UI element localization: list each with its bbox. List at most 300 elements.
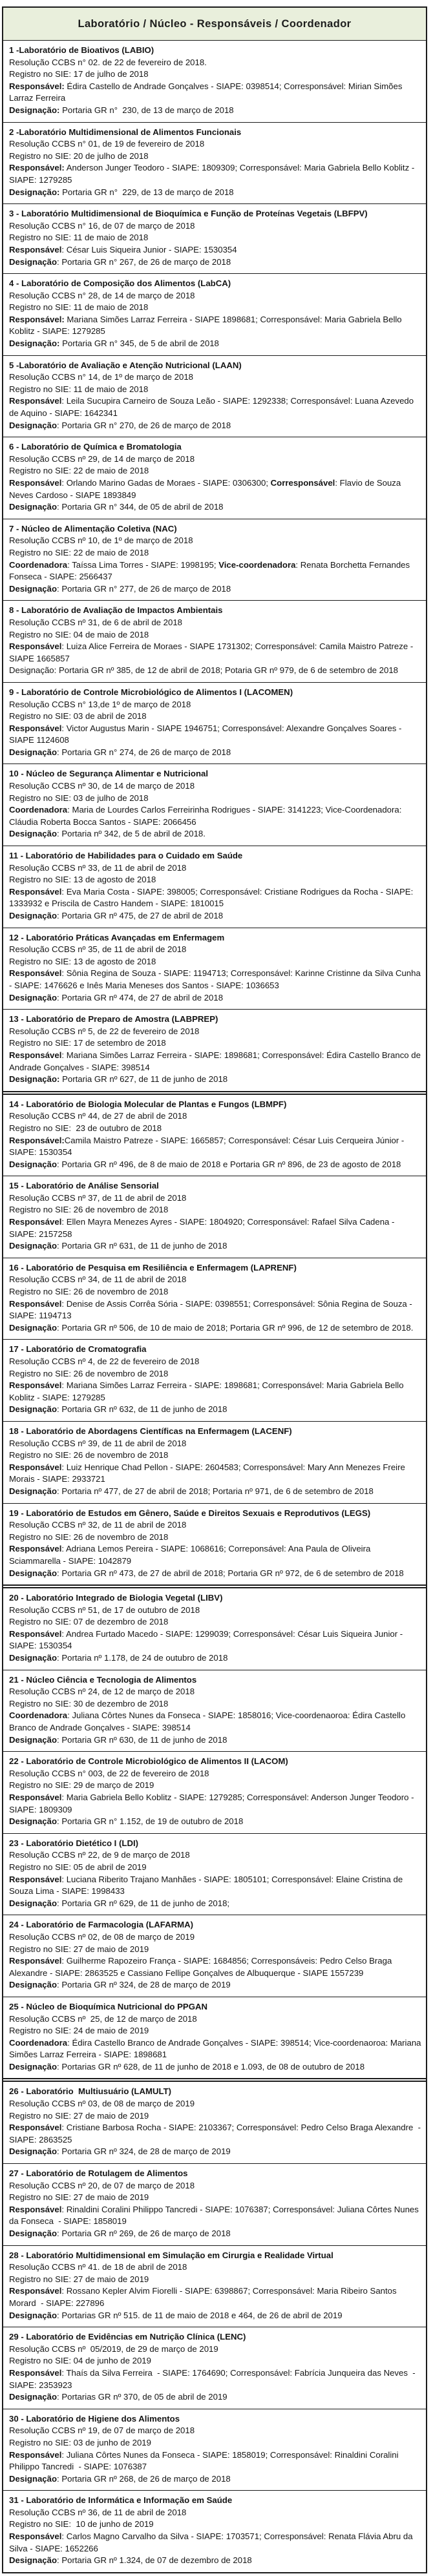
field-text: : Leila Sucupira Carneiro de Souza Leão - SIAPE: 1292338; Corresponsável: Luana Azevedo de Aquino - SIAPE: 1642341 (9, 396, 416, 419)
field-text: Registro no SIE: 17 de julho de 2018 (9, 69, 149, 79)
entry-detail-line (9, 2261, 422, 2274)
entry-row (3, 1009, 426, 1091)
entry-row (3, 437, 426, 519)
field-text: : Portaria GR nº 631, de 11 de junho de 2018 (57, 1241, 227, 1251)
entry-detail-line (9, 862, 422, 875)
field-label: Responsável (9, 1628, 62, 1639)
field-text: Resolução CCBS n° 16, de 07 de março de 2018 (9, 220, 195, 231)
field-label: Designação: (9, 187, 60, 197)
entry-detail-line (9, 371, 422, 384)
field-label: 6 - Laboratório de Química e Bromatologia (9, 442, 182, 452)
entry-detail-line (9, 1944, 422, 1956)
field-text: Resolução CCBS nº 10, de 1º de março de 2018 (9, 535, 193, 546)
field-label: 20 - Laboratório Integrado de Biologia Vegetal (LIBV) (9, 1593, 223, 1603)
field-text: : César Luis Siqueira Junior - SIAPE: 1530354 (61, 244, 237, 254)
entry-detail-line (9, 220, 422, 233)
field-text: : Eva Maria Costa - SIAPE: 398005; Corresponsável: Cristiane Rodrigues da Rocha - SIAPE: 1333932 e Priscila de Castro Handem - SIAPE: 1810015 (9, 886, 416, 909)
entry-row (3, 600, 426, 682)
entry-detail-line (9, 1404, 422, 1416)
field-text: Resolução CCBS nº 44, de 27 de abril de 2018 (9, 1111, 187, 1121)
entry-detail-line (9, 138, 422, 151)
entry-detail-line (9, 665, 422, 677)
field-label: Corresponsável (270, 478, 335, 488)
entry-row (3, 1751, 426, 1833)
entry-title (9, 208, 422, 220)
field-text: Portaria GR n° 230, de 13 de março de 2018 (59, 105, 234, 115)
entry-detail-line (9, 2519, 422, 2531)
field-label: 3 - Laboratório Multidimensional de Bioquímica e Função de Proteínas Vegetais (LBFPV) (9, 209, 368, 219)
entry-detail-line (9, 1955, 422, 1979)
field-label: Designação: (9, 338, 60, 349)
field-text: Registro no SIE: 26 de novembro de 2018 (9, 1532, 169, 1542)
field-text: : Portaria GR nº 324, de 28 de março de 2019 (57, 1980, 231, 1990)
entry-detail-line (9, 2098, 422, 2110)
entry-detail-line (9, 384, 422, 396)
field-label: 23 - Laboratório Dietético I (LDI) (9, 1838, 139, 1848)
entry-detail-line (9, 2110, 422, 2123)
entry-detail-line (9, 1123, 422, 1135)
field-text: Resolução CCBS nº 24, de 12 de março de 2018 (9, 1687, 195, 1697)
entry-detail-line (9, 2425, 422, 2437)
entry-detail-line (9, 559, 422, 583)
entry-detail-line (9, 804, 422, 828)
field-text: : Maria de Lourdes Carlos Ferreirinha Rodrigues - SIAPE: 3141223; Vice-Coordenadora: Cláudia Roberta Bocca Santos - SIAPE: 2066456 (9, 805, 405, 827)
field-text: Registro no SIE: 23 de outubro de 2018 (9, 1123, 162, 1133)
field-text: : Portaria GR nº 324, de 28 de março de 2019 (57, 2146, 231, 2157)
entry-detail-line (9, 747, 422, 759)
entry-detail-line (9, 420, 422, 432)
field-label: Designação (9, 1816, 58, 1827)
entry-title (9, 2331, 422, 2343)
field-text: : Maria Gabriela Bello Koblitz - SIAPE: 1279285; Corresponsável: Anderson Junger Teodoro - SIAPE: 1809309 (9, 1792, 417, 1814)
field-text: : Portaria GR n° 274, de 26 de março de 2018 (57, 747, 231, 757)
entry-row (3, 846, 426, 928)
field-text: : Adriana Lemos Pereira - SIAPE: 1068616; Correponsável: Ana Paula de Oliveira Sciammarella - SIAPE: 1042879 (9, 1544, 374, 1566)
field-label: Responsável (9, 1380, 62, 1391)
field-label: Responsável: (9, 81, 65, 91)
entry-detail-line (9, 1710, 422, 1734)
field-text: Registro no SIE: 26 de novembro de 2018 (9, 1287, 169, 1297)
entry-title (9, 2086, 422, 2098)
field-label: 25 - Núcleo de Bioquímica Nutricional do PPGAN (9, 2001, 208, 2011)
table-header-title: Laboratório / Núcleo - Responsáveis / Coordenador (3, 8, 426, 40)
entry-row (3, 2327, 426, 2409)
entry-detail-line (9, 2274, 422, 2286)
field-text: Anderson Junger Teodoro - SIAPE: 1809309; Corresponsável: Maria Gabriela Bello Koblitz - SIAPE: 1279285 (9, 163, 417, 185)
entry-detail-line (9, 68, 422, 81)
entry-detail-line (9, 1192, 422, 1205)
field-label: Responsável (9, 1462, 62, 1472)
entry-detail-line (9, 1849, 422, 1862)
field-text: : Cristiane Barbosa Rocha - SIAPE: 2103367; Corresponsável: Pedro Celso Braga Alexandre - SIAPE: 2863525 (9, 2123, 423, 2145)
entry-detail-line (9, 2061, 422, 2073)
field-text: Resolução CCBS nº 35, de 11 de abril de 2018 (9, 944, 187, 955)
field-text: Registro no SIE: 27 de maio de 2019 (9, 2192, 149, 2203)
field-text: Resolução CCBS nº 4, de 22 de fevereiro de 2018 (9, 1356, 200, 1366)
entry-detail-line (9, 2037, 422, 2061)
field-text: : Portaria GR n° 344, de 05 de abril de 2018 (57, 502, 224, 512)
entry-row (3, 1339, 426, 1421)
field-text: : Portaria GR nº 474, de 27 de abril de 2018 (57, 992, 224, 1002)
entry-detail-line (9, 2228, 422, 2240)
field-text: Portaria GR n° 345, de 5 de abril de 2018 (59, 338, 219, 349)
field-text: Resolução CCBS nº 30, de 14 de março de 2018 (9, 781, 195, 791)
entry-detail-line (9, 1605, 422, 1617)
field-label: Responsável (9, 1050, 62, 1060)
field-text: Registro no SIE: 24 de maio de 2019 (9, 2026, 149, 2036)
field-text: Resolução CCBS nº 03, de 08 de março de 2019 (9, 2099, 195, 2109)
field-text: Designação: Portaria GR nº 385, de 12 de abril de 2018; Potaria GR nº 979, de 6 de setembro de 2018 (9, 665, 398, 676)
field-text: Registro no SIE: 11 de maio de 2018 (9, 302, 149, 313)
field-label: Designação (9, 992, 58, 1002)
field-text: Resolução CCBS nº 32, de 11 de abril de 2018 (9, 1520, 187, 1530)
field-text: : Victor Augustus Marin - SIAPE 1946751; Corresponsável: Alexandre Gonçalves Soares - SIAPE 1124608 (9, 723, 405, 745)
entry-detail-line (9, 1931, 422, 1944)
entry-detail-line (9, 2507, 422, 2519)
entry-detail-line (9, 1652, 422, 1665)
field-label: Responsável (9, 1792, 62, 1802)
entry-detail-line (9, 2180, 422, 2192)
entry-detail-line (9, 723, 422, 747)
entry-detail-line (9, 1110, 422, 1123)
entry-detail-line (9, 187, 422, 199)
entry-detail-line (9, 780, 422, 793)
entry-detail-line (9, 583, 422, 596)
entry-detail-line (9, 641, 422, 665)
field-text: Registro no SIE: 10 de junho de 2019 (9, 2519, 154, 2529)
entry-detail-line (9, 1862, 422, 1874)
entry-title (9, 1344, 422, 1356)
entry-row (3, 1584, 426, 1670)
field-text: : Juliana Côrtes Nunes da Fonseca - SIAPE: 1858019; Corresponsável: Rinaldini Coralini Philippo Tancredi - SIAPE: 1076387 (9, 2449, 401, 2472)
field-label: 16 - Laboratório de Pesquisa em Resiliência e Enfermagem (LAPRENF) (9, 1262, 297, 1272)
field-label: Designação (9, 1653, 58, 1663)
entry-detail-line (9, 57, 422, 69)
field-text: : Ellen Mayra Menezes Ayres - SIAPE: 1804920; Corresponsável: Rafael Silva Cadena - SIAPE: 2157258 (9, 1217, 397, 1239)
field-text: Resolução CCBS nº 02, de 08 de março de 2019 (9, 1931, 195, 1942)
field-label: Responsável (9, 1874, 62, 1884)
entry-title (9, 687, 422, 699)
field-text: : Portaria GR n° 277, de 26 de março de 2018 (57, 583, 231, 594)
entry-detail-line (9, 910, 422, 922)
field-label: Responsável (9, 1298, 62, 1309)
field-label: Designação (9, 583, 58, 594)
entry-detail-line (9, 477, 422, 501)
entry-title (9, 605, 422, 617)
entry-title (9, 1426, 422, 1438)
field-text: Portaria GR n° 229, de 13 de março de 2018 (59, 187, 234, 197)
field-text: Registro no SIE: 04 de maio de 2018 (9, 629, 149, 639)
field-label: 22 - Laboratório de Controle Microbiológico de Alimentos II (LACOM) (9, 1756, 288, 1767)
field-text: Registro no SIE: 26 de novembro de 2018 (9, 1205, 169, 1215)
entry-row (3, 1176, 426, 1258)
field-text: Resolução CCBS nº 39, de 11 de abril de 2018 (9, 1438, 187, 1448)
field-label: Responsável (9, 641, 62, 652)
field-text: Resolução CCBS nº 51, de 17 de outubro de 2018 (9, 1605, 200, 1615)
entry-title (9, 2413, 422, 2425)
entry-title (9, 441, 422, 453)
entry-detail-line (9, 162, 422, 186)
field-text: Resolução CCBS nº 19, de 07 de março de 2018 (9, 2425, 195, 2436)
entry-detail-line (9, 1568, 422, 1580)
field-label: 13 - Laboratório de Preparo de Amostra (LABPREP) (9, 1014, 218, 1024)
field-label: 31 - Laboratório de Informática e Informação em Saúde (9, 2495, 233, 2506)
field-text: Registro no SIE: 29 de março de 2019 (9, 1780, 154, 1791)
field-label: Coordenadora (9, 805, 68, 815)
field-label: 5 -Laboratório de Avaliação e Atenção Nutricional (LAAN) (9, 360, 242, 370)
entry-row (3, 40, 426, 122)
entry-detail-line (9, 2204, 422, 2228)
field-text: : Mariana Simões Larraz Ferreira - SIAPE: 1898681; Corresponsável: Édira Castello Branco de Andrade Gonçalves - SIAPE: 398514 (9, 1050, 423, 1072)
entry-title (9, 2495, 422, 2507)
field-text: : Rossano Kepler Alvim Fiorelli - SIAPE: 6398867; Corresponsável: Maria Ribeiro Santos Morard - SIAPE: 227896 (9, 2286, 399, 2308)
field-label: Responsável: (9, 1135, 65, 1145)
field-text: : Portaria GR n° 267, de 26 de março de 2018 (57, 256, 231, 267)
lab-responsibility-table (2, 6, 427, 2573)
entry-detail-line (9, 535, 422, 547)
entry-detail-line (9, 1898, 422, 1910)
field-text: Resolução CCBS nº 29, de 14 de março de 2018 (9, 453, 195, 464)
field-text: Camila Maistro Patreze - SIAPE: 1665857; Corresponsável: César Luis Cerqueira Júnior - SIAPE: 1530354 (9, 1135, 407, 1158)
entry-detail-line (9, 828, 422, 840)
field-text: Registro no SIE: 07 de dezembro de 2018 (9, 1617, 169, 1627)
field-label: Responsável (9, 2123, 62, 2133)
entry-detail-line (9, 1449, 422, 1462)
field-label: Responsável (9, 1956, 62, 1966)
field-label: 28 - Laboratório Multidimensional em Simulação em Cirurgia e Realidade Virtual (9, 2250, 333, 2260)
field-label: 10 - Núcleo de Segurança Alimentar e Nutricional (9, 769, 209, 779)
field-text: : Portarias GR nº 370, de 05 de abril de 2019 (57, 2392, 227, 2402)
field-label: Designação: (9, 1074, 60, 1085)
entry-detail-line (9, 151, 422, 163)
field-label: Responsável (9, 244, 62, 254)
field-label: 7 - Núcleo de Alimentação Coletiva (NAC) (9, 523, 177, 534)
field-text: : Portaria GR n° 270, de 26 de março de 2018 (57, 420, 231, 430)
field-label: 29 - Laboratório de Evidências em Nutrição Clínica (LENC) (9, 2332, 246, 2342)
entry-title (9, 1592, 422, 1605)
field-label: Responsável (9, 2449, 62, 2460)
entry-detail-line (9, 1204, 422, 1216)
field-text: : Portaria GR nº 473, de 27 de abril de 2018; Portaria GR nº 972, de 6 de setembro de 2018 (57, 1568, 404, 1578)
field-label: Responsável (9, 1544, 62, 1554)
field-label: Designação (9, 1980, 58, 1990)
field-label: 12 - Laboratório Práticas Avançadas em Enfermagem (9, 932, 225, 942)
entry-row (3, 1997, 426, 2079)
entry-detail-line (9, 1050, 422, 1074)
entry-title (9, 1013, 422, 1026)
entry-detail-line (9, 1135, 422, 1159)
entry-detail-line (9, 547, 422, 559)
entry-title (9, 1508, 422, 1520)
field-text: Registro no SIE: 11 de maio de 2018 (9, 384, 149, 394)
entry-detail-line (9, 1240, 422, 1252)
field-text: : Portaria GR nº 629, de 11 de junho de 2018; (57, 1898, 230, 1908)
field-label: 21 - Núcleo Ciência e Tecnologia de Alimentos (9, 1674, 197, 1685)
entry-detail-line (9, 1792, 422, 1816)
entry-detail-line (9, 886, 422, 910)
entry-detail-line (9, 81, 422, 105)
field-text: : Guilherme Rapozeiro França - SIAPE: 1684856; Corresponsáveis: Pedro Celso Braga Alexandre - SIAPE: 2863525 e Cassiano Fellipe Gonçalves de Albuquerque - SIAPE 1557239 (9, 1956, 394, 1978)
field-text: Registro no SIE: 27 de maio de 2019 (9, 1944, 149, 1954)
field-label: Designação (9, 502, 58, 512)
entry-detail-line (9, 1462, 422, 1486)
entry-detail-line (9, 1698, 422, 1710)
field-text: Registro no SIE: 03 de junho de 2019 (9, 2437, 151, 2447)
field-label: 11 - Laboratório de Habilidades para o Cuidado em Saúde (9, 851, 243, 861)
entry-detail-line (9, 290, 422, 302)
field-label: Designação (9, 1159, 58, 1169)
field-label: Designação (9, 1241, 58, 1251)
entry-detail-line (9, 944, 422, 956)
entry-detail-line (9, 629, 422, 641)
field-text: Resolução CCBS nº 34, de 11 de abril de 2018 (9, 1274, 187, 1285)
entry-detail-line (9, 2391, 422, 2404)
field-text: Resolução CCBS nº 5, de 22 de fevereiro de 2018 (9, 1026, 200, 1036)
entry-detail-line (9, 617, 422, 629)
field-text: : Flavio de Souza Neves Cardoso - SIAPE 1893849 (9, 478, 403, 500)
field-label: 9 - Laboratório de Controle Microbiológico de Alimentos I (LACOMEN) (9, 687, 293, 697)
entry-detail-line (9, 1074, 422, 1086)
field-label: Coordenadora (9, 559, 68, 570)
field-text: Registro no SIE: 04 de junho de 2019 (9, 2356, 151, 2366)
entry-detail-line (9, 1686, 422, 1698)
entry-title (9, 1262, 422, 1274)
field-label: 8 - Laboratório de Avaliação de Impactos Ambientais (9, 605, 223, 616)
entry-detail-line (9, 453, 422, 466)
entry-detail-line (9, 1768, 422, 1780)
entry-detail-line (9, 2025, 422, 2037)
field-text: : Portarias GR nº 628, de 11 de junho de 2018 e 1.093, de 08 de outubro de 2018 (57, 2061, 365, 2072)
field-label: 14 - Laboratório de Biologia Molecular de Plantas e Fungos (LBMPF) (9, 1099, 287, 1109)
entry-row (3, 2078, 426, 2163)
field-label: 27 - Laboratório de Rotulagem de Alimentos (9, 2168, 188, 2179)
field-text: Registro no SIE: 26 de novembro de 2018 (9, 1450, 169, 1460)
entry-detail-line (9, 874, 422, 886)
field-label: Responsável (9, 478, 62, 488)
entry-detail-line (9, 2449, 422, 2473)
field-label: 30 - Laboratório de Higiene dos Alimentos (9, 2413, 180, 2424)
field-text: : Orlando Marino Gadas de Moraes - SIAPE: 0306300; (61, 478, 271, 488)
field-text: : Thaís da Silva Ferreira - SIAPE: 1764690; Corresponsável: Fabrícia Junqueira das Neves - SIAPE: 2353923 (9, 2367, 418, 2390)
entry-title (9, 1180, 422, 1192)
field-text: : Andrea Furtado Macedo - SIAPE: 1299039; Corresponsável: César Luis Siqueira Junior - SIAPE: 1530354 (9, 1628, 405, 1651)
entry-title (9, 1838, 422, 1850)
entry-detail-line (9, 2555, 422, 2567)
entry-detail-line (9, 2355, 422, 2367)
entry-detail-line (9, 1780, 422, 1792)
field-text: Resolução CCBS nº 41. de 18 de abril de 2018 (9, 2262, 187, 2272)
entry-title (9, 932, 422, 944)
entry-detail-line (9, 1368, 422, 1380)
field-text: : Portaria GR nº 268, de 26 de março de 2018 (57, 2473, 231, 2484)
entry-detail-line (9, 1356, 422, 1368)
entry-detail-line (9, 256, 422, 269)
field-text: Registro no SIE: 26 de novembro de 2018 (9, 1368, 169, 1378)
field-text: Registro no SIE: 22 de maio de 2018 (9, 547, 149, 557)
entry-detail-line (9, 2192, 422, 2204)
entry-row (3, 355, 426, 437)
entry-detail-line (9, 2013, 422, 2026)
field-label: Designação (9, 2555, 58, 2566)
entry-row (3, 2163, 426, 2245)
field-text: : Taíssa Lima Torres - SIAPE: 1998195; (67, 559, 219, 570)
field-label: Responsável (9, 2367, 62, 2378)
entry-title (9, 127, 422, 139)
entry-detail-line (9, 1298, 422, 1322)
entry-row (3, 122, 426, 204)
field-text: Registro no SIE: 30 de dezembro de 2018 (9, 1698, 169, 1709)
field-label: 1 -Laboratório de Bioativos (LABIO) (9, 45, 154, 55)
field-label: 2 -Laboratório Multidimensional de Alimentos Funcionais (9, 127, 242, 137)
entry-detail-line (9, 1380, 422, 1404)
field-text: Resolução CCBS nº 37, de 11 de abril de 2018 (9, 1192, 187, 1203)
entry-detail-line (9, 793, 422, 805)
field-label: Designação (9, 2392, 58, 2402)
field-label: 19 - Laboratório de Estudos em Gênero, Saúde e Direitos Sexuais e Reprodutivos (LEGS) (9, 1508, 371, 1518)
field-label: Responsável: (9, 314, 65, 324)
entry-row (3, 1421, 426, 1503)
field-label: Responsável (9, 968, 62, 979)
entry-row (3, 1915, 426, 1997)
entry-row (3, 928, 426, 1010)
field-text: Registro no SIE: 20 de julho de 2018 (9, 151, 149, 161)
field-label: Designação (9, 1486, 58, 1496)
field-text: : Portaria GR nº 632, de 11 de junho de 2018 (57, 1404, 227, 1415)
entry-title (9, 360, 422, 372)
entry-detail-line (9, 1816, 422, 1828)
entry-detail-line (9, 2437, 422, 2449)
field-text: : Mariana Simões Larraz Ferreira - SIAPE: 1898681; Corresponsável: Maria Gabriela Bello Koblitz - SIAPE: 1279285 (9, 1380, 407, 1402)
entry-row (3, 1670, 426, 1752)
field-text: Resolução CCBS n° 01, de 19 de fevereiro de 2018 (9, 139, 205, 149)
entry-detail-line (9, 2531, 422, 2555)
field-label: Designação (9, 2473, 58, 2484)
entry-detail-line (9, 1037, 422, 1050)
entry-detail-line (9, 1159, 422, 1171)
field-text: : Portaria nº 342, de 5 de abril de 2018. (57, 829, 206, 839)
entry-detail-line (9, 244, 422, 256)
entry-detail-line (9, 501, 422, 514)
table-body (3, 40, 426, 2572)
field-text: Registro no SIE: 03 de abril de 2018 (9, 711, 147, 722)
entry-row (3, 2409, 426, 2491)
field-text: Resolução CCBS n° 02. de 22 de fevereiro de 2018. (9, 57, 207, 67)
field-text: : Rinaldini Coralini Philippo Tancredi - SIAPE: 1076387; Corresponsável: Juliana Côrtes Nunes da Fonseca - SIAPE: 1858019 (9, 2204, 421, 2227)
entry-title (9, 1099, 422, 1111)
entry-row (3, 519, 426, 601)
entry-row (3, 1091, 426, 1176)
field-text: Resolução CCBS nº 36, de 11 de abril de 2018 (9, 2507, 187, 2517)
field-label: 4 - Laboratório de Composição dos Alimentos (LabCA) (9, 278, 231, 289)
entry-detail-line (9, 699, 422, 711)
field-label: Responsável (9, 2286, 62, 2296)
field-text: Mariana Simões Larraz Ferreira - SIAPE 1898681; Corresponsável: Maria Gabriela Bello Koblitz - SIAPE: 1279285 (9, 314, 405, 337)
field-text: Resolução CCBS n° 14, de 1º de março de 2018 (9, 372, 193, 382)
field-label: Responsável (9, 1217, 62, 1227)
field-text: : Renata Borchetta Fernandes Fonseca - SIAPE: 2566437 (9, 559, 412, 582)
field-label: Coordenadora (9, 2037, 68, 2048)
entry-row (3, 203, 426, 273)
entry-title (9, 2250, 422, 2262)
field-text: Registro no SIE: 27 de maio de 2019 (9, 2274, 149, 2284)
field-text: Resolução CCBS n° 003, de 22 de fevereiro de 2018 (9, 1768, 209, 1778)
field-label: Responsável (9, 723, 62, 733)
field-text: : Portaria GR nº 496, de 8 de maio de 2018 e Portaria GR nº 896, de 23 de agosto de 2018 (57, 1159, 401, 1169)
field-text: Resolução CCBS nº 05/2019, de 29 de março de 2019 (9, 2343, 218, 2354)
field-text: Registro no SIE: 27 de maio de 2019 (9, 2110, 149, 2121)
field-label: Designação (9, 1568, 58, 1578)
field-text: Resolução CCBS nº 31, de 6 de abril de 2018 (9, 617, 183, 627)
